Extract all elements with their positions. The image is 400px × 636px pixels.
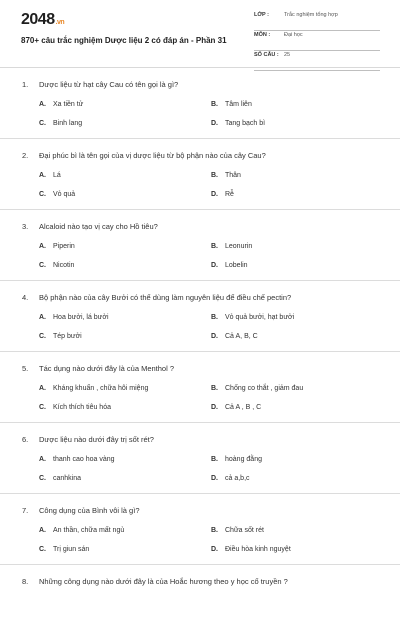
option-letter: A. (39, 172, 46, 179)
option-text: Vỏ quả (53, 191, 76, 198)
option-letter: A. (39, 527, 46, 534)
answer-option-b[interactable] (211, 385, 303, 392)
question-prompt: Dược liệu từ hạt cây Cau có tên gọi là gì? (39, 80, 179, 89)
option-text: Hoa bưởi, lá bưởi (53, 314, 109, 321)
answer-option-c[interactable] (39, 404, 111, 411)
option-text: Tép bưởi (53, 333, 82, 340)
option-letter: B. (211, 385, 218, 392)
meta-class-row (254, 12, 380, 31)
meta-subject-label: MÔN : (254, 32, 271, 38)
option-text: Piperin (53, 243, 75, 250)
question-number: 6. (22, 435, 29, 444)
question-number: 1. (22, 80, 29, 89)
option-letter: C. (39, 262, 46, 269)
question-number: 7. (22, 506, 29, 515)
option-letter: C. (39, 404, 46, 411)
question-text (22, 506, 140, 515)
answer-option-a[interactable] (39, 172, 61, 179)
question-number: 3. (22, 222, 29, 231)
answer-option-d[interactable] (211, 475, 250, 482)
question-number: 4. (22, 293, 29, 302)
question-number: 8. (22, 577, 29, 586)
document-title: 870+ câu trắc nghiệm Dược liệu 2 có đáp án - Phần 31 (21, 36, 227, 45)
answer-option-a[interactable] (39, 527, 124, 534)
answer-option-d[interactable] (211, 262, 248, 269)
option-text: Điều hòa kinh nguyệt (225, 546, 291, 553)
meta-subject-value: Đại học (284, 32, 303, 38)
option-letter: D. (211, 333, 218, 340)
question-prompt: Alcaloid nào tạo vị cay cho Hồ tiêu? (39, 222, 158, 231)
question-prompt: Những công dụng nào dưới đây là của Hoắc hương theo y học cổ truyền ? (39, 577, 288, 586)
answer-option-b[interactable] (211, 314, 294, 321)
meta-class-label: LỚP : (254, 12, 269, 18)
option-letter: D. (211, 262, 218, 269)
option-text: Kháng khuẩn , chữa hôi miệng (53, 385, 149, 392)
question-prompt: Dược liệu nào dưới đây trị sốt rét? (39, 435, 154, 444)
option-letter: A. (39, 314, 46, 321)
option-letter: B. (211, 527, 218, 534)
question-prompt: Tác dụng nào dưới đây là của Menthol ? (39, 364, 175, 373)
option-text: An thần, chữa mất ngủ (53, 527, 125, 534)
option-text: Leonurin (225, 243, 253, 250)
option-text: Kích thích tiêu hóa (53, 404, 111, 411)
option-letter: B. (211, 314, 218, 321)
question-number: 5. (22, 364, 29, 373)
question-2 (0, 139, 400, 210)
option-letter: C. (39, 475, 46, 482)
question-3 (0, 210, 400, 281)
option-letter: C. (39, 333, 46, 340)
answer-option-d[interactable] (211, 546, 291, 553)
question-5 (0, 352, 400, 423)
question-text (22, 80, 178, 89)
option-text: Binh lang (53, 120, 83, 127)
question-text (22, 435, 154, 444)
question-text (22, 293, 291, 302)
answer-option-d[interactable] (211, 191, 234, 198)
answer-option-b[interactable] (211, 456, 262, 463)
option-letter: A. (39, 385, 46, 392)
logo-main-text: 2048 (21, 11, 55, 28)
option-text: Tang bạch bì (225, 120, 266, 127)
answer-option-c[interactable] (39, 333, 82, 340)
option-text: hoàng đằng (225, 456, 262, 463)
option-text: cả a,b,c (225, 475, 250, 482)
answer-option-a[interactable] (39, 101, 83, 108)
option-letter: D. (211, 475, 218, 482)
option-letter: D. (211, 546, 218, 553)
answer-option-b[interactable] (211, 527, 264, 534)
question-prompt: Bộ phận nào của cây Bưởi có thể dùng làm nguyên liệu để điều chế pectin? (39, 293, 292, 302)
answer-option-c[interactable] (39, 262, 74, 269)
option-text: thanh cao hoa vàng (53, 456, 115, 463)
answer-option-c[interactable] (39, 191, 75, 198)
answer-option-a[interactable] (39, 456, 115, 463)
option-letter: A. (39, 243, 46, 250)
document-header (0, 0, 400, 68)
option-text: Xa tiền tử (53, 101, 84, 108)
question-prompt: Đại phúc bì là tên gọi của vị dược liệu từ bộ phận nào của cây Cau? (39, 151, 266, 160)
question-number: 2. (22, 151, 29, 160)
answer-option-c[interactable] (39, 120, 82, 127)
option-letter: A. (39, 101, 46, 108)
option-text: Cả A , B , C (225, 404, 262, 411)
option-text: Rễ (225, 191, 234, 198)
answer-option-b[interactable] (211, 172, 241, 179)
question-6 (0, 423, 400, 494)
answer-option-b[interactable] (211, 243, 252, 250)
option-letter: D. (211, 404, 218, 411)
option-text: Thân (225, 172, 241, 179)
question-7 (0, 494, 400, 565)
question-text (22, 364, 174, 373)
option-letter: B. (211, 243, 218, 250)
question-text (22, 151, 266, 160)
site-logo[interactable] (21, 11, 64, 29)
option-text: Cả A, B, C (225, 333, 258, 340)
meta-class-value: Trắc nghiệm tổng hợp (284, 12, 338, 18)
answer-option-a[interactable] (39, 385, 148, 392)
option-letter: A. (39, 456, 46, 463)
answer-option-c[interactable] (39, 475, 81, 482)
option-text: Trị giun sán (53, 546, 90, 553)
answer-option-a[interactable] (39, 314, 109, 321)
option-text: Nicotin (53, 262, 75, 269)
question-8 (0, 565, 400, 636)
answer-option-c[interactable] (39, 546, 89, 553)
question-text (22, 577, 288, 586)
question-prompt: Công dụng của Bình vôi là gì? (39, 506, 140, 515)
option-text: Chữa sốt rét (225, 527, 264, 534)
document-meta (254, 12, 380, 72)
logo-suffix-text: .vn (55, 19, 65, 26)
question-1 (0, 68, 400, 139)
option-text: Tâm liên (225, 101, 252, 108)
option-letter: B. (211, 101, 218, 108)
option-letter: C. (39, 546, 46, 553)
option-letter: D. (211, 120, 218, 127)
option-letter: B. (211, 456, 218, 463)
answer-option-d[interactable] (211, 404, 261, 411)
option-letter: C. (39, 120, 46, 127)
answer-option-d[interactable] (211, 333, 258, 340)
option-text: Lobelin (225, 262, 248, 269)
answer-option-b[interactable] (211, 101, 252, 108)
option-text: canhkina (53, 475, 82, 482)
meta-count-label: SỐ CÂU : (254, 52, 279, 58)
meta-subject-row (254, 32, 380, 51)
option-text: Chống co thắt , giảm đau (225, 385, 304, 392)
option-letter: D. (211, 191, 218, 198)
question-text (22, 222, 158, 231)
option-letter: C. (39, 191, 46, 198)
meta-count-value: 25 (284, 52, 291, 58)
answer-option-d[interactable] (211, 120, 265, 127)
option-text: Lá (53, 172, 61, 179)
option-text: Vỏ quả bưởi, hạt bưởi (225, 314, 295, 321)
answer-option-a[interactable] (39, 243, 75, 250)
option-letter: B. (211, 172, 218, 179)
question-4 (0, 281, 400, 352)
